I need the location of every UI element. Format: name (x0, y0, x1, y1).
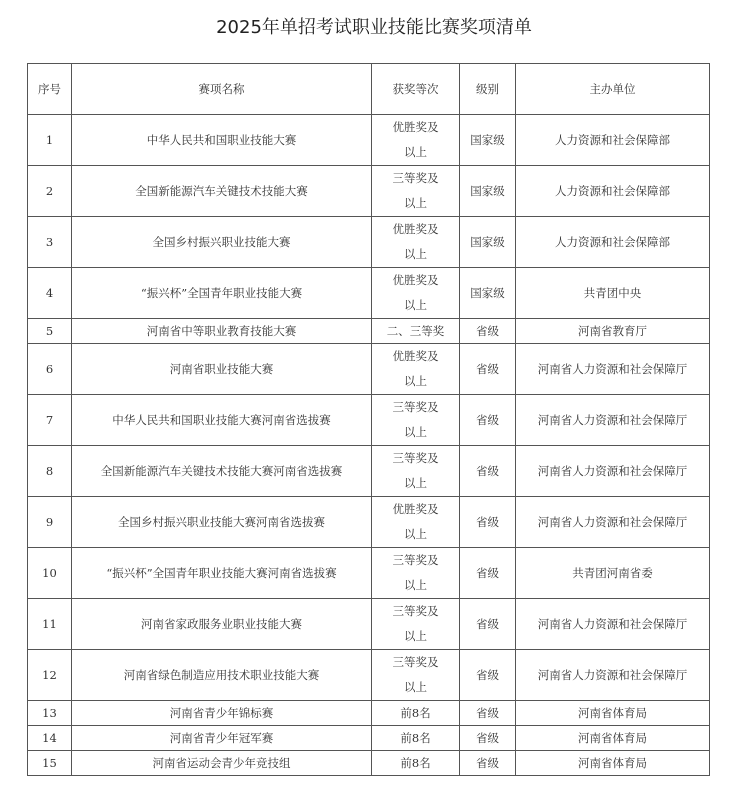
level-text: 三等奖及以上 (392, 400, 439, 439)
table-row (28, 701, 710, 726)
cell-name: 全国乡村振兴职业技能大赛河南省选拔赛 (72, 497, 372, 548)
level-text: 三等奖及以上 (392, 655, 439, 694)
cell-name: 河南省青少年锦标赛 (72, 701, 372, 726)
cell-grade: 国家级 (460, 115, 516, 166)
table-row (28, 650, 710, 701)
cell-no: 3 (28, 217, 72, 268)
table-row (28, 344, 710, 395)
level-text: 三等奖及以上 (392, 553, 439, 592)
cell-name: 河南省运动会青少年竞技组 (72, 751, 372, 776)
cell-no: 6 (28, 344, 72, 395)
cell-name: 全国新能源汽车关键技术技能大赛河南省选拔赛 (72, 446, 372, 497)
cell-organizer: 河南省人力资源和社会保障厅 (516, 395, 710, 446)
table-row (28, 599, 710, 650)
cell-name: “振兴杯”全国青年职业技能大赛 (72, 268, 372, 319)
cell-organizer: 河南省人力资源和社会保障厅 (516, 650, 710, 701)
cell-grade: 省级 (460, 599, 516, 650)
cell-no: 7 (28, 395, 72, 446)
level-text: 优胜奖及以上 (392, 273, 439, 312)
cell-no: 10 (28, 548, 72, 599)
cell-organizer: 人力资源和社会保障部 (516, 217, 710, 268)
table-row (28, 751, 710, 776)
cell-grade: 省级 (460, 497, 516, 548)
cell-name: 中华人民共和国职业技能大赛 (72, 115, 372, 166)
table-row (28, 319, 710, 344)
cell-no: 13 (28, 701, 72, 726)
table-row (28, 268, 710, 319)
cell-name: 河南省绿色制造应用技术职业技能大赛 (72, 650, 372, 701)
cell-level: 前8名 (372, 701, 460, 726)
cell-grade: 省级 (460, 650, 516, 701)
cell-level (372, 650, 460, 701)
cell-level (372, 115, 460, 166)
cell-no: 14 (28, 726, 72, 751)
cell-level (372, 217, 460, 268)
table-row (28, 217, 710, 268)
cell-no: 12 (28, 650, 72, 701)
cell-grade: 省级 (460, 395, 516, 446)
header-no: 序号 (28, 64, 72, 115)
cell-level (372, 497, 460, 548)
cell-organizer: 河南省体育局 (516, 726, 710, 751)
cell-level (372, 446, 460, 497)
cell-name: 全国乡村振兴职业技能大赛 (72, 217, 372, 268)
cell-organizer: 河南省人力资源和社会保障厅 (516, 446, 710, 497)
table-row (28, 548, 710, 599)
cell-organizer: 共青团中央 (516, 268, 710, 319)
cell-level: 前8名 (372, 726, 460, 751)
cell-name: 河南省家政服务业职业技能大赛 (72, 599, 372, 650)
cell-grade: 国家级 (460, 217, 516, 268)
page-title: 2025年单招考试职业技能比赛奖项清单 (216, 17, 532, 38)
level-text: 优胜奖及以上 (392, 222, 439, 261)
cell-organizer: 人力资源和社会保障部 (516, 115, 710, 166)
cell-no: 4 (28, 268, 72, 319)
cell-name: 河南省职业技能大赛 (72, 344, 372, 395)
level-text: 三等奖及以上 (392, 451, 439, 490)
header-level: 获奖等次 (372, 64, 460, 115)
cell-grade: 省级 (460, 751, 516, 776)
table-row (28, 395, 710, 446)
cell-level (372, 599, 460, 650)
cell-no: 2 (28, 166, 72, 217)
cell-organizer: 河南省人力资源和社会保障厅 (516, 344, 710, 395)
level-text: 三等奖及以上 (392, 171, 439, 210)
level-text: 三等奖及以上 (392, 604, 439, 643)
cell-organizer: 河南省人力资源和社会保障厅 (516, 599, 710, 650)
cell-level: 二、三等奖 (372, 319, 460, 344)
cell-name: “振兴杯”全国青年职业技能大赛河南省选拔赛 (72, 548, 372, 599)
cell-no: 11 (28, 599, 72, 650)
cell-grade: 省级 (460, 701, 516, 726)
cell-organizer: 河南省教育厅 (516, 319, 710, 344)
cell-organizer: 共青团河南省委 (516, 548, 710, 599)
level-text: 优胜奖及以上 (392, 120, 439, 159)
table-row (28, 115, 710, 166)
cell-no: 1 (28, 115, 72, 166)
table-row (28, 166, 710, 217)
header-name: 赛项名称 (72, 64, 372, 115)
cell-level (372, 548, 460, 599)
table-row (28, 446, 710, 497)
header-organizer: 主办单位 (516, 64, 710, 115)
level-text: 优胜奖及以上 (392, 502, 439, 541)
cell-name: 中华人民共和国职业技能大赛河南省选拔赛 (72, 395, 372, 446)
cell-name: 河南省中等职业教育技能大赛 (72, 319, 372, 344)
cell-name: 河南省青少年冠军赛 (72, 726, 372, 751)
header-grade: 级别 (460, 64, 516, 115)
cell-no: 5 (28, 319, 72, 344)
cell-level (372, 395, 460, 446)
cell-organizer: 河南省体育局 (516, 751, 710, 776)
cell-level (372, 268, 460, 319)
cell-no: 8 (28, 446, 72, 497)
cell-grade: 国家级 (460, 268, 516, 319)
cell-grade: 省级 (460, 548, 516, 599)
cell-grade: 省级 (460, 344, 516, 395)
cell-grade: 国家级 (460, 166, 516, 217)
cell-no: 9 (28, 497, 72, 548)
cell-name: 全国新能源汽车关键技术技能大赛 (72, 166, 372, 217)
cell-grade: 省级 (460, 446, 516, 497)
cell-level: 前8名 (372, 751, 460, 776)
cell-organizer: 河南省体育局 (516, 701, 710, 726)
cell-organizer: 河南省人力资源和社会保障厅 (516, 497, 710, 548)
cell-level (372, 166, 460, 217)
level-text: 优胜奖及以上 (392, 349, 439, 388)
awards-table (27, 63, 710, 776)
cell-level (372, 344, 460, 395)
cell-grade: 省级 (460, 319, 516, 344)
table-header-row (28, 64, 710, 115)
cell-organizer: 人力资源和社会保障部 (516, 166, 710, 217)
cell-no: 15 (28, 751, 72, 776)
cell-grade: 省级 (460, 726, 516, 751)
table-row (28, 726, 710, 751)
table-row (28, 497, 710, 548)
